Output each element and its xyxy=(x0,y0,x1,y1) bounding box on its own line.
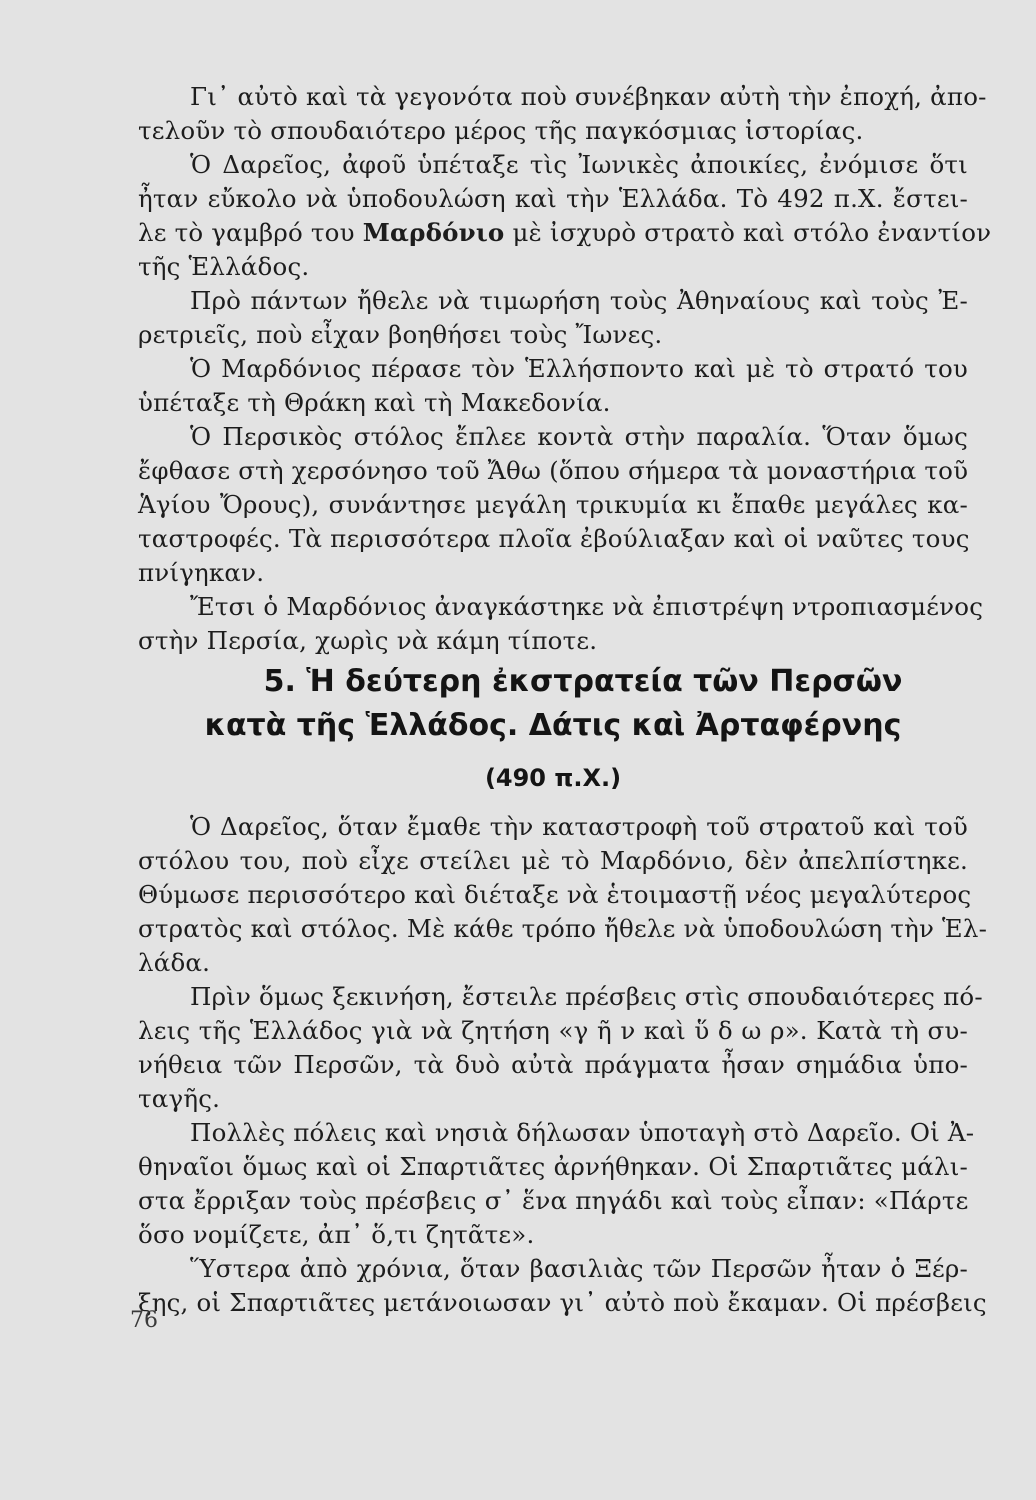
text-line: ὑπέταξε τὴ Θράκη καὶ τὴ Μακεδονία. xyxy=(138,388,611,417)
text-line: ἔφθασε στὴ χερσόνησο τοῦ Ἄθω (ὅπου σήμερα τὰ μοναστήρια τοῦ xyxy=(138,456,969,485)
text-line: Γι᾽ αὐτὸ καὶ τὰ γεγονότα ποὺ συνέβηκαν αὐτὴ τὴν ἐποχή, ἀπο- xyxy=(190,82,987,111)
text-line: ἦταν εὔκολο νὰ ὑποδουλώση καὶ τὴν Ἑλλάδα. Τὸ 492 π.Χ. ἔστει- xyxy=(138,184,968,213)
text-line: πνίγηκαν. xyxy=(138,558,265,587)
text-line: λεις τῆς Ἑλλάδος γιὰ νὰ ζητήση «γ ῆ ν καὶ ὕ δ ω ρ». Κατὰ τὴ συ- xyxy=(138,1016,968,1045)
text-line: στα ἔρριξαν τοὺς πρέσβεις σ᾽ ἕνα πηγάδι καὶ τοὺς εἶπαν: «Πάρτε xyxy=(138,1186,969,1215)
heading-date: (490 π.Χ.) xyxy=(484,764,622,792)
text-line: Πρὶν ὅμως ξεκινήση, ἔστειλε πρέσβεις στὶς σπουδαιότερες πό- xyxy=(190,982,983,1011)
text-line: Ὁ Δαρεῖος, ὅταν ἔμαθε τὴν καταστροφὴ τοῦ στρατοῦ καὶ τοῦ xyxy=(190,812,968,841)
text-line: στόλου του, ποὺ εἶχε στείλει μὲ τὸ Μαρδόνιο, δὲν ἀπελπίστηκε. xyxy=(138,846,968,875)
text-top xyxy=(138,80,992,658)
text-line: νήθεια τῶν Περσῶν, τὰ δυὸ αὐτὰ πράγματα ἦσαν σημάδια ὑπο- xyxy=(138,1050,968,1079)
bold-name: Μαρδόνιο xyxy=(362,218,505,247)
text-line: στὴν Περσία, χωρὶς νὰ κάμη τίποτε. xyxy=(138,626,598,655)
text-line: Πρὸ πάντων ἤθελε νὰ τιμωρήση τοὺς Ἀθηναίους καὶ τοὺς Ἐ- xyxy=(190,286,968,315)
text-line: τῆς Ἑλλάδος. xyxy=(138,252,310,281)
text-line-with-bold xyxy=(138,216,992,250)
text-line: Ὁ Δαρεῖος, ἀφοῦ ὑπέταξε τὶς Ἰωνικὲς ἀποικίες, ἐνόμισε ὅτι xyxy=(190,150,968,179)
page-number: 76 xyxy=(130,1308,158,1333)
text-line: Ὕστερα ἀπὸ χρόνια, ὅταν βασιλιὰς τῶν Περσῶν ἦταν ὁ Ξέρ- xyxy=(190,1254,968,1283)
text-line: ξης, οἱ Σπαρτιᾶτες μετάνοιωσαν γι᾽ αὐτὸ ποὺ ἔκαμαν. Οἱ πρέσβεις xyxy=(138,1288,987,1317)
text-line: Θύμωσε περισσότερο καὶ διέταξε νὰ ἑτοιμαστῇ νέος μεγαλύτερος xyxy=(138,880,972,909)
text-fragment: λε τὸ γαμβρό του xyxy=(138,218,363,247)
text-bottom xyxy=(138,810,988,1320)
text-line: ρετριεῖς, ποὺ εἶχαν βοηθήσει τοὺς Ἴωνες. xyxy=(138,320,663,349)
text-line: Ἔτσι ὁ Μαρδόνιος ἀναγκάστηκε νὰ ἐπιστρέψη ντροπιασμένος xyxy=(190,592,984,621)
text-fragment: μὲ ἰσχυρὸ στρατὸ καὶ στόλο ἐναντίον xyxy=(504,218,992,247)
text-line: Ὁ Μαρδόνιος πέρασε τὸν Ἑλλήσποντο καὶ μὲ τὸ στρατό του xyxy=(190,354,968,383)
text-line: Ὁ Περσικὸς στόλος ἔπλεε κοντὰ στὴν παραλία. Ὅταν ὅμως xyxy=(190,422,968,451)
text-line: Ἁγίου Ὄρους), συνάντησε μεγάλη τρικυμία κι ἔπαθε μεγάλες κα- xyxy=(138,490,968,519)
text-line: ταστροφές. Τὰ περισσότερα πλοῖα ἐβούλιαξαν καὶ οἱ ναῦτες τους xyxy=(138,524,970,553)
heading-line-1: 5. Ἡ δεύτερη ἐκστρατεία τῶν Περσῶν xyxy=(263,664,903,699)
heading-line-2: κατὰ τῆς Ἑλλάδος. Δάτις καὶ Ἀρταφέρνης xyxy=(204,708,902,743)
section-heading xyxy=(138,660,968,802)
text-line: ὅσο νομίζετε, ἀπ᾽ ὅ,τι ζητᾶτε». xyxy=(138,1220,535,1249)
text-line: ταγῆς. xyxy=(138,1084,221,1113)
text-line: τελοῦν τὸ σπουδαιότερο μέρος τῆς παγκόσμιας ἱστορίας. xyxy=(138,116,864,145)
text-line: στρατὸς καὶ στόλος. Μὲ κάθε τρόπο ἤθελε νὰ ὑποδουλώση τὴν Ἑλ- xyxy=(138,914,988,943)
text-line: θηναῖοι ὅμως καὶ οἱ Σπαρτιᾶτες ἀρνήθηκαν. Οἱ Σπαρτιᾶτες μάλι- xyxy=(138,1152,968,1181)
text-line: Πολλὲς πόλεις καὶ νησιὰ δήλωσαν ὑποταγὴ στὸ Δαρεῖο. Οἱ Ἀ- xyxy=(190,1118,975,1147)
text-line: λάδα. xyxy=(138,948,211,977)
